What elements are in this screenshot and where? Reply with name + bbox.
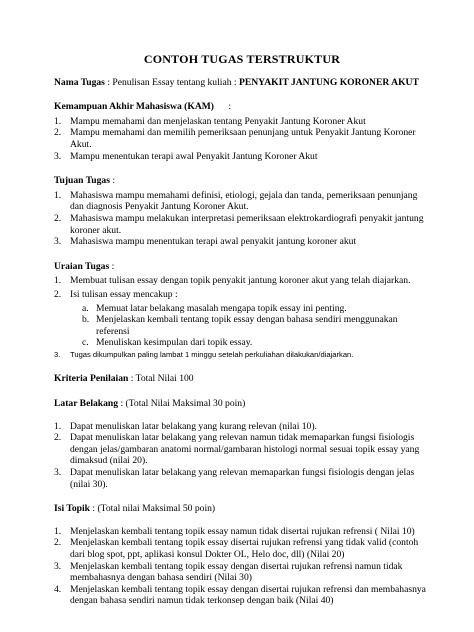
list-item: 2. Isi tulisan essay mencakup : a. Memuat latar belakang masalah mengapa topik essay ini penting. b. Menjelaskan kembali tentang topik essay dengan bahasa sendiri menggunakan referensi c. Menuliskan kesimpulan dari topik essay.: [54, 289, 430, 349]
list-item: 1. Menjelaskan kembali tentang topik essay namun tidak disertai rujukan refrensi ( Nilai 10): [54, 525, 415, 537]
description-heading-line: Uraian Tugas :: [54, 260, 115, 272]
list-item: 3. Menjelaskan kembali tentang topik essay dengan disertai rujukan refrensi namun tidak membahasnya dengan bahasa sendiri (Nilai 30): [54, 560, 403, 584]
content-heading-line: [54, 503, 430, 515]
kam-heading-line: [54, 101, 430, 113]
kam-list: [54, 116, 430, 162]
list-item: 3. Mahasiswa mampu menentukan terapi awal penyakit jantung koroner akut: [54, 236, 357, 248]
content-list: [54, 526, 430, 607]
list-item: 2. Mampu memahami dan memilih pemeriksaan penunjang untuk Penyakit Jantung Koroner Akut.: [54, 127, 416, 150]
list-item: 2. Mahasiswa mampu melakukan interpretasi pemeriksaan elektrokardiografi penyakit jantung koroner akut.: [54, 212, 424, 236]
kam-section: [54, 101, 430, 162]
list-item: a. Memuat latar belakang masalah mengapa topik essay ini penting.: [82, 302, 347, 314]
criteria-line: [54, 373, 430, 385]
list-item: b. Menjelaskan kembali tentang topik essay dengan bahasa sendiri menggunakan referensi: [82, 314, 398, 337]
document-title: CONTOH TUGAS TERSTRUKTUR: [143, 52, 341, 66]
description-list: [54, 275, 430, 360]
background-list: [54, 421, 430, 491]
list-item: 4. Menjelaskan kembali tentang topik essay dengan disertai rujukan refrensi dan membahasnya dengan bahasa sendiri namun tidak terkonsep dengan baik (Nilai 40): [54, 583, 426, 607]
list-item: 2. Menjelaskan kembali tentang topik essay disertai rujukan refrensi yang tidak valid (contoh dari blog spot, ppt, aplikasi konsul Dokter OL, Helo doc, dll) (Nilai 20): [54, 537, 419, 560]
list-item: c. Menuliskan kesimpulan dari topik essay.: [82, 337, 253, 349]
task-name-sep: :: [104, 76, 113, 88]
kam-heading: Kemampuan Akhir Mahasiswa (KAM): [54, 101, 214, 113]
content-label: Isi Topik: [54, 503, 91, 515]
criteria-text: : Total Nilai 100: [128, 373, 194, 385]
task-name-label: Nama Tugas: [54, 76, 105, 88]
content-section: [54, 503, 430, 607]
criteria-label: Kriteria Penilaian: [54, 373, 129, 385]
background-section: [54, 398, 430, 490]
kam-colon: :: [214, 101, 232, 113]
list-item: 3. Mampu menentukan terapi awal Penyakit Jantung Koroner Akut: [54, 150, 318, 162]
content-text: : (Total nilai Maksimal 50 poin): [90, 503, 216, 515]
list-item: 1. Membuat tulisan essay dengan topik penyakit jantung koroner akut yang telah diajarkan.: [54, 275, 411, 287]
list-item: 1. Mampu memahami dan menjelaskan tentang Penyakit Jantung Koroner Akut: [54, 115, 366, 127]
list-item: 3. Tugas dikumpulkan paling lambat 1 minggu setelah perkuliahan dilakukan/diajarkan.: [54, 349, 354, 359]
description-sublist: [82, 303, 430, 349]
goal-list: [54, 190, 430, 248]
goal-heading-line: Tujuan Tugas :: [54, 175, 115, 187]
background-text: : (Total Nilai Maksimal 30 poin): [118, 398, 246, 410]
background-heading-line: [54, 398, 430, 410]
list-item: 2. Dapat menuliskan latar belakang yang relevan namun tidak memaparkan fungsi fisiologis dengan jelas/gambaran anatomi normal/gambaran histologi normal sesuai topik essay yang dimaksud (nilai 20).: [54, 432, 420, 467]
list-item: 1. Dapat menuliskan latar belakang yang kurang relevan (nilai 10).: [54, 420, 317, 432]
background-label: Latar Belakang: [54, 398, 119, 410]
goal-heading: Tujuan Tugas: [54, 175, 110, 187]
list-item: 3. Dapat menuliskan latar belakang yang relevan memaparkan fungsi fisiologis dengan jelas (nilai 30).: [54, 467, 415, 490]
task-name-line: [54, 77, 430, 89]
description-section: [54, 261, 430, 361]
description-heading: Uraian Tugas: [54, 260, 110, 272]
list-item: 1. Mahasiswa mampu memahami definisi, etiologi, gejala dan tanda, pemeriksaan penunjang dan diagnosis Penyakit Jantung Koroner Akut.: [54, 189, 418, 213]
task-name-text: Penulisan Essay tentang kuliah :: [112, 76, 239, 88]
task-name-topic: PENYAKIT JANTUNG KORONER AKUT: [238, 76, 419, 88]
goal-section: [54, 175, 430, 248]
